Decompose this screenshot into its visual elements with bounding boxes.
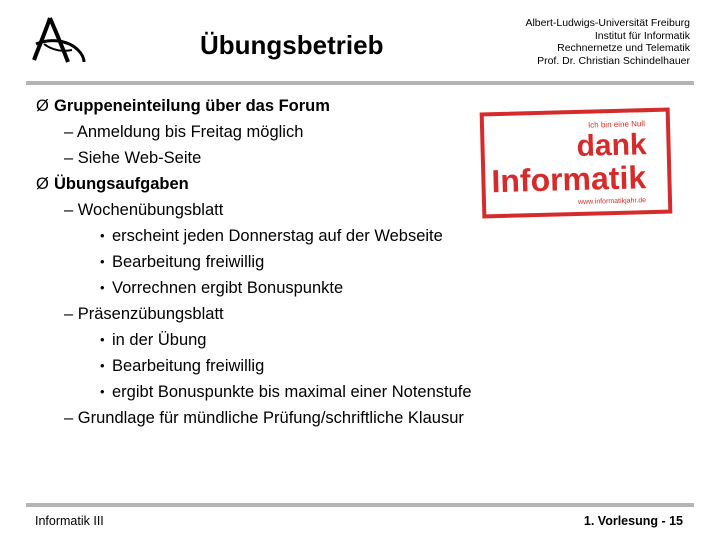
list-item-text: Vorrechnen ergibt Bonuspunkte [112, 279, 344, 297]
dot-bullet-icon: • [100, 280, 105, 295]
header-divider [26, 81, 694, 85]
arrow-bullet-icon: Ø [36, 97, 49, 115]
list-item [36, 275, 656, 301]
stamp-line2: Informatik [490, 159, 647, 200]
footer-course: Informatik III [35, 514, 104, 528]
list-item-text: – Präsenzübungsblatt [64, 305, 224, 323]
list-item [36, 197, 656, 223]
stamp-url: www.informatikjahr.de [577, 197, 647, 206]
list-item [36, 379, 656, 405]
list-item [36, 171, 656, 197]
dot-bullet-icon: • [100, 384, 105, 399]
list-item-text: – Siehe Web-Seite [64, 149, 202, 167]
list-item [36, 301, 656, 327]
footer-divider [26, 503, 694, 507]
dot-bullet-icon: • [100, 358, 105, 373]
list-item-text: in der Übung [112, 331, 207, 349]
list-item-text: – Anmeldung bis Freitag möglich [64, 123, 304, 141]
institution-line: Albert-Ludwigs-Universität Freiburg [525, 17, 690, 29]
list-item [36, 223, 656, 249]
dot-bullet-icon: • [100, 332, 105, 347]
page-title: Übungsbetrieb [200, 30, 384, 60]
list-item [36, 405, 656, 431]
list-item [36, 327, 656, 353]
list-item-text: Übungsaufgaben [54, 175, 189, 193]
university-logo-icon [28, 10, 90, 68]
list-item-text: Bearbeitung freiwillig [112, 253, 265, 271]
list-item [36, 93, 656, 119]
list-item-text: erscheint jeden Donnerstag auf der Webseite [112, 227, 443, 245]
slide-content [36, 93, 656, 431]
arrow-bullet-icon: Ø [36, 175, 49, 193]
institution-line: Rechnernetze und Telematik [557, 42, 690, 54]
list-item-text: Gruppeneinteilung über das Forum [54, 97, 330, 115]
institution-line: Prof. Dr. Christian Schindelhauer [537, 54, 690, 67]
list-item [36, 145, 656, 171]
list-item-text: – Grundlage für mündliche Prüfung/schriftliche Klausur [64, 409, 464, 427]
dot-bullet-icon: • [100, 254, 105, 269]
stamp-top-text: Ich bin eine Null [587, 119, 646, 130]
institution-block [430, 17, 690, 67]
list-item-text: Bearbeitung freiwillig [112, 357, 265, 375]
stamp-line1: dank [576, 128, 648, 163]
footer-page-number: 1. Vorlesung - 15 [583, 514, 683, 528]
institution-line: Institut für Informatik [594, 29, 690, 42]
list-item [36, 353, 656, 379]
list-item [36, 119, 656, 145]
dot-bullet-icon: • [100, 228, 105, 243]
list-item-text: – Wochenübungsblatt [64, 201, 224, 219]
list-item [36, 249, 656, 275]
list-item-text: ergibt Bonuspunkte bis maximal einer Notenstufe [112, 383, 472, 401]
